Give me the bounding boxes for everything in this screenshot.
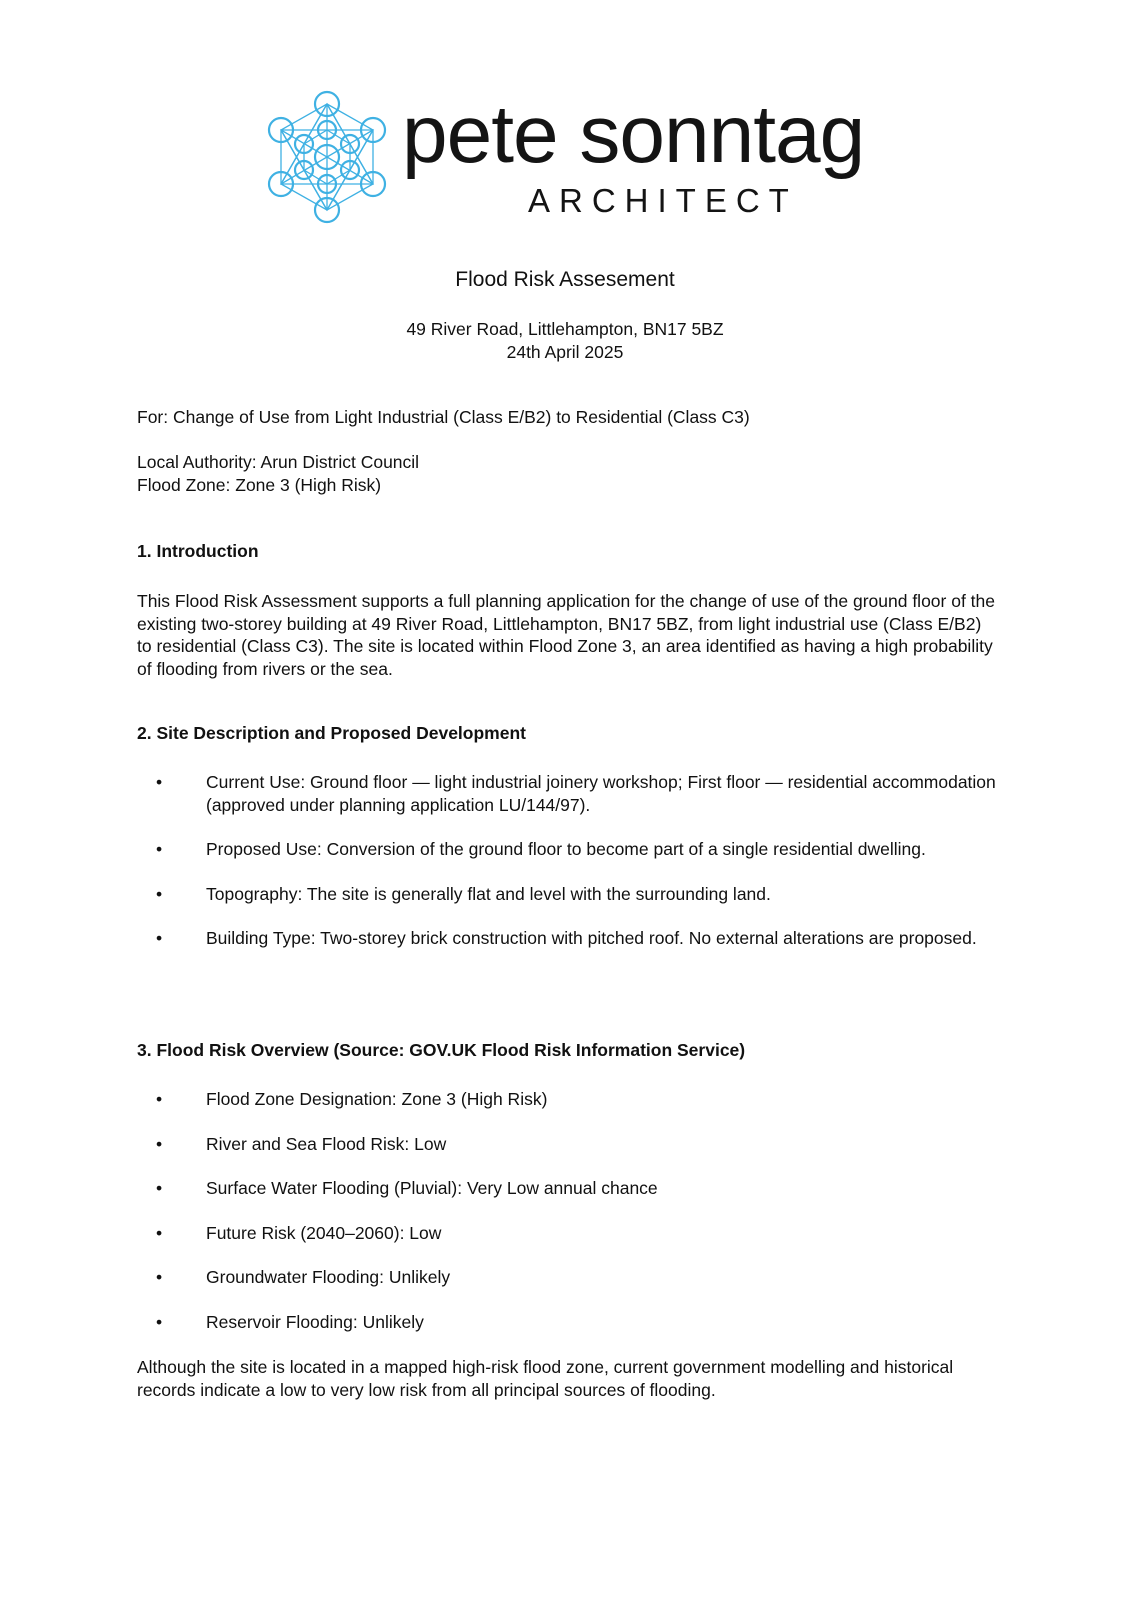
- metatron-cube-icon: [266, 90, 388, 224]
- address-block: [0, 318, 1130, 363]
- flood-risk-conclusion: Although the site is located in a mapped high-risk flood zone, current government modelling and historical records indicate a low to very low risk from all principal sources of flooding.: [137, 1357, 954, 1400]
- section-heading-site-description: 2. Site Description and Proposed Development: [137, 723, 526, 743]
- logo-name: pete sonntag: [402, 89, 865, 180]
- section-heading-introduction: 1. Introduction: [137, 541, 259, 561]
- list-item: • Topography: The site is generally flat and level with the surrounding land.: [137, 883, 997, 906]
- list-item: • Reservoir Flooding: Unlikely: [137, 1311, 997, 1334]
- list-item: • Current Use: Ground floor — light industrial joinery workshop; First floor — residential accommodation (approved under planning application LU/144/97).: [137, 771, 997, 816]
- site-address: 49 River Road, Littlehampton, BN17 5BZ: [406, 319, 724, 339]
- application-for: For: Change of Use from Light Industrial (Class E/B2) to Residential (Class C3): [137, 407, 750, 427]
- section-heading-flood-risk-overview: 3. Flood Risk Overview (Source: GOV.UK Flood Risk Information Service): [137, 1040, 746, 1060]
- flood-risk-list: [137, 1088, 997, 1333]
- document-title: Flood Risk Assesement: [455, 268, 675, 291]
- list-item: • Surface Water Flooding (Pluvial): Very Low annual chance: [137, 1177, 997, 1200]
- list-item: • River and Sea Flood Risk: Low: [137, 1133, 997, 1156]
- list-item: • Building Type: Two-storey brick construction with pitched roof. No external alterations are proposed.: [137, 927, 997, 950]
- introduction-text: This Flood Risk Assessment supports a full planning application for the change of use of the ground floor of the existing two-storey building at 49 River Road, Littlehampton, BN17 5BZ, from light industrial use (Class E/B2) to residential (Class C3). The site is located within Flood Zone 3, an area identified as having a high probability of flooding from rivers or the sea.: [137, 591, 996, 679]
- list-item: • Proposed Use: Conversion of the ground floor to become part of a single residential dwelling.: [137, 838, 997, 861]
- document-date: 24th April 2025: [506, 341, 624, 362]
- list-item: • Future Risk (2040–2060): Low: [137, 1222, 997, 1245]
- company-logo: [266, 90, 886, 230]
- logo-subtitle: ARCHITECT: [528, 182, 798, 219]
- flood-zone: Flood Zone: Zone 3 (High Risk): [137, 474, 382, 495]
- list-item: • Flood Zone Designation: Zone 3 (High Risk): [137, 1088, 997, 1111]
- site-description-list: [137, 771, 997, 950]
- list-item: • Groundwater Flooding: Unlikely: [137, 1266, 997, 1289]
- meta-block: [137, 451, 997, 496]
- local-authority: Local Authority: Arun District Council: [137, 452, 420, 472]
